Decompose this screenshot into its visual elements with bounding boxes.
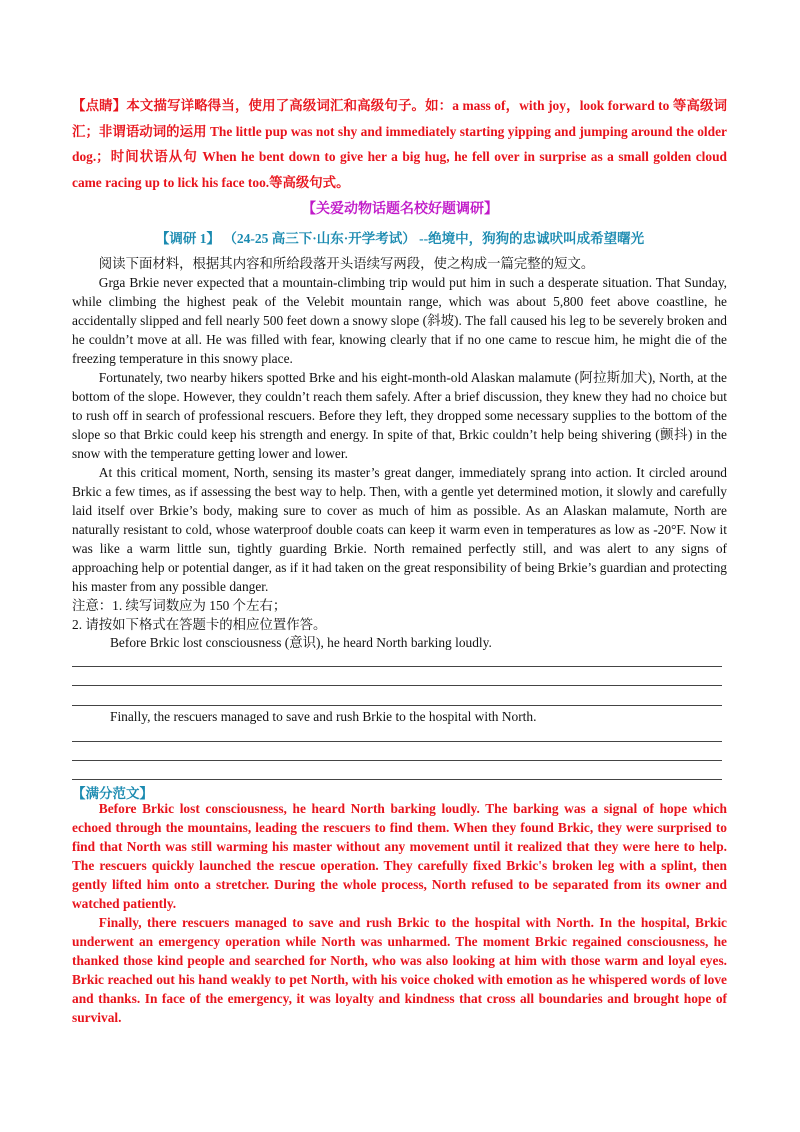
passage-paragraph-3: At this critical moment, North, sensing its master’s great danger, immediately sprang into action. It circled around Brkic a few times, as if assessing the best way to help. Then, with a gentle yet determined motion, it slowly and carefully laid itself over Brkie’s body, making sure to cover as much of him as possible. As an Alaskan malamute, North are naturally resistant to cold, whose waterproof double coats can keep it warm even in temperatures as low as -20°F. Now it was like a warm little sun, tightly guarding Brkie. North remained perfectly still, and was alert to any signs of approaching help or potential danger, as if it had taken on the great responsibility of being Brkie’s guardian and protecting his master from any possible danger. — [72, 465, 727, 594]
passage — [72, 254, 727, 634]
passage-paragraph-1: Grga Brkie never expected that a mountain-climbing trip would put him in such a desperate situation. That Sunday, while climbing the highest peak of the Velebit mountain range, which was about 5,800 feet above coastline, he accidentally slipped and fell nearly 500 feet down a snowy slope (斜坡). The fall caused his leg to be severely broken and he couldn’t move at all. He was filled with fear, knowing clearly that if no one came to rescue him, he might die of the freezing temperature in this snowy place. — [72, 275, 727, 366]
section-title: 【关爱动物话题名校好题调研】 — [302, 202, 498, 217]
research-topic: --绝境中，狗狗的忠诚吠叫成希望曙光 — [419, 231, 645, 246]
answer-line — [72, 760, 722, 761]
comment-paragraph — [72, 93, 727, 195]
comment-text: 本文描写详略得当，使用了高级词汇和高级句子。如：a mass of，with joy，look forward to 等高级词汇；非谓语动词的运用 The little pup was not shy and immediately starting yipping and jumping around the older dog.；时间状语从句 When he bent down to give her a big hug, he fell over in surprise as a small golden cloud came racing up to lick his face too.等高级句式。 — [72, 98, 728, 190]
sample-paragraph-1: Before Brkic lost consciousness, he heard North barking loudly. The barking was a signal of hope which echoed through the mountains, leading the rescuers to find them. When they found Brkic, they were surprised to find that North was still warming his master without any movement until it realized that they were here to help. The rescuers quickly launched the rescue operation. They carefully fixed Brkic's broken leg with a splint, then gently lifted him onto a stretcher. During the whole process, North refused to be separated from its owner and watched patiently. — [72, 801, 727, 911]
note-1: 注意：1. 续写词数应为 150 个左右； — [72, 598, 287, 613]
sample-essay — [72, 799, 727, 1027]
answer-line — [72, 741, 722, 742]
instruction: 阅读下面材料，根据其内容和所给段落开头语续写两段，使之构成一篇完整的短文。 — [98, 256, 595, 271]
research-label: 【调研 1】 — [155, 231, 220, 246]
answer-line — [72, 705, 722, 706]
sample-paragraph-2: Finally, there rescuers managed to save and rush Brkic to the hospital with North. In the hospital, Brkic underwent an emergency operation while North was unharmed. The moment Brkic regained consciousness, he thanked those kind people and searched for North, who was also looking at him with those warm and loyal eyes. Brkic reached out his hand weakly to pet North, with his voice choked with emotion as he whispered words of love and thanks. In face of the emergency, it was loyalty and kindness that cross all boundaries and brought hope of survival. — [72, 915, 727, 1025]
passage-paragraph-2: Fortunately, two nearby hikers spotted Brke and his eight-month-old Alaskan malamute (阿拉斯加犬), North, at the bottom of the slope. However, they couldn’t reach them safely. After a brief discussion, they knew they had no choice but to rush off in search of professional rescuers. Before they left, they dropped some necessary supplies to the bottom of the slope so that Brkic could keep his strength and energy. In spite of that, Brkic couldn’t help being shivering (颤抖) in the snow with the temperature getting lower and lower. — [72, 370, 727, 461]
prompt-2: Finally, the rescuers managed to save and rush Brkie to the hospital with North. — [110, 709, 537, 724]
prompt-1: Before Brkic lost consciousness (意识), he heard North barking loudly. — [110, 635, 492, 650]
sample-label: 【满分范文】 — [72, 786, 153, 801]
research-heading — [0, 227, 800, 247]
note-2: 2. 请按如下格式在答题卡的相应位置作答。 — [72, 617, 327, 632]
comment-label: 【点睛】 — [72, 98, 127, 113]
answer-line — [72, 666, 722, 667]
answer-line — [72, 685, 722, 686]
research-source: （24-25 高三下·山东·开学考试） — [223, 231, 416, 246]
answer-line — [72, 779, 722, 780]
